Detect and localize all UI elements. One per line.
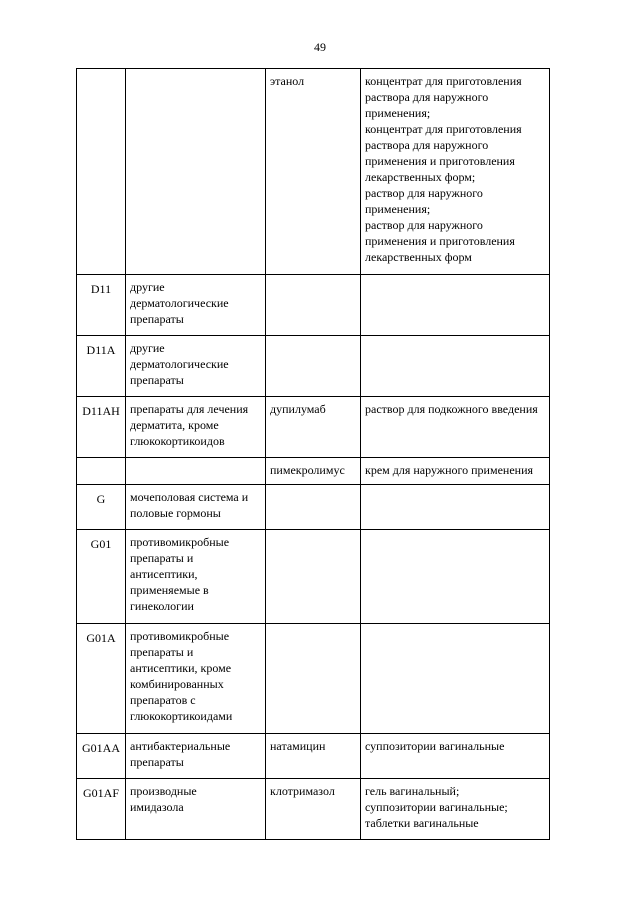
drug-name-cell: дупилумаб bbox=[266, 397, 361, 458]
dosage-form-cell bbox=[361, 530, 550, 624]
dosage-form-cell bbox=[361, 624, 550, 734]
dosage-form-cell bbox=[361, 336, 550, 397]
table-row bbox=[77, 336, 550, 397]
atc-code-cell: G01 bbox=[77, 530, 126, 624]
drug-name-cell: этанол bbox=[266, 69, 361, 275]
dosage-form-cell: концентрат для приготовления раствора для наружного применения; концентрат для приготовления раствора для наружного применения и приготовления лекарственных форм; раствор для наружного применения; раствор для наружного применения и приготовления лекарственных форм bbox=[361, 69, 550, 275]
drug-name-cell bbox=[266, 275, 361, 336]
atc-code-cell: G01AA bbox=[77, 734, 126, 779]
atc-code-cell: G01AF bbox=[77, 779, 126, 840]
atc-code-cell: G bbox=[77, 485, 126, 530]
group-name-cell: противомикробные препараты и антисептики, применяемые в гинекологии bbox=[126, 530, 266, 624]
table-row bbox=[77, 624, 550, 734]
atc-code-cell: D11AH bbox=[77, 397, 126, 458]
drug-name-cell: натамицин bbox=[266, 734, 361, 779]
group-name-cell: препараты для лечения дерматита, кроме глюкокортикоидов bbox=[126, 397, 266, 458]
group-name-cell: другие дерматологические препараты bbox=[126, 336, 266, 397]
group-name-cell bbox=[126, 458, 266, 485]
atc-code-cell: G01A bbox=[77, 624, 126, 734]
drug-name-cell bbox=[266, 624, 361, 734]
dosage-form-cell: крем для наружного применения bbox=[361, 458, 550, 485]
group-name-cell: противомикробные препараты и антисептики, кроме комбинированных препаратов с глюкокортикоидами bbox=[126, 624, 266, 734]
table-row bbox=[77, 734, 550, 779]
dosage-form-cell: гель вагинальный; суппозитории вагинальные; таблетки вагинальные bbox=[361, 779, 550, 840]
dosage-form-cell: суппозитории вагинальные bbox=[361, 734, 550, 779]
table-row bbox=[77, 530, 550, 624]
atc-code-cell: D11A bbox=[77, 336, 126, 397]
atc-code-cell bbox=[77, 69, 126, 275]
medication-table bbox=[76, 68, 550, 840]
drug-name-cell bbox=[266, 530, 361, 624]
atc-code-cell bbox=[77, 458, 126, 485]
table-row bbox=[77, 397, 550, 458]
table-row bbox=[77, 458, 550, 485]
dosage-form-cell: раствор для подкожного введения bbox=[361, 397, 550, 458]
group-name-cell: другие дерматологические препараты bbox=[126, 275, 266, 336]
group-name-cell: мочеполовая система и половые гормоны bbox=[126, 485, 266, 530]
atc-code-cell: D11 bbox=[77, 275, 126, 336]
drug-name-cell: пимекролимус bbox=[266, 458, 361, 485]
table-row bbox=[77, 69, 550, 275]
group-name-cell: антибактериальные препараты bbox=[126, 734, 266, 779]
dosage-form-cell bbox=[361, 485, 550, 530]
group-name-cell bbox=[126, 69, 266, 275]
group-name-cell: производные имидазола bbox=[126, 779, 266, 840]
page-number: 49 bbox=[314, 40, 326, 54]
dosage-form-cell bbox=[361, 275, 550, 336]
drug-name-cell bbox=[266, 485, 361, 530]
drug-name-cell: клотримазол bbox=[266, 779, 361, 840]
table-row bbox=[77, 275, 550, 336]
table-row bbox=[77, 779, 550, 840]
drug-name-cell bbox=[266, 336, 361, 397]
table-row bbox=[77, 485, 550, 530]
